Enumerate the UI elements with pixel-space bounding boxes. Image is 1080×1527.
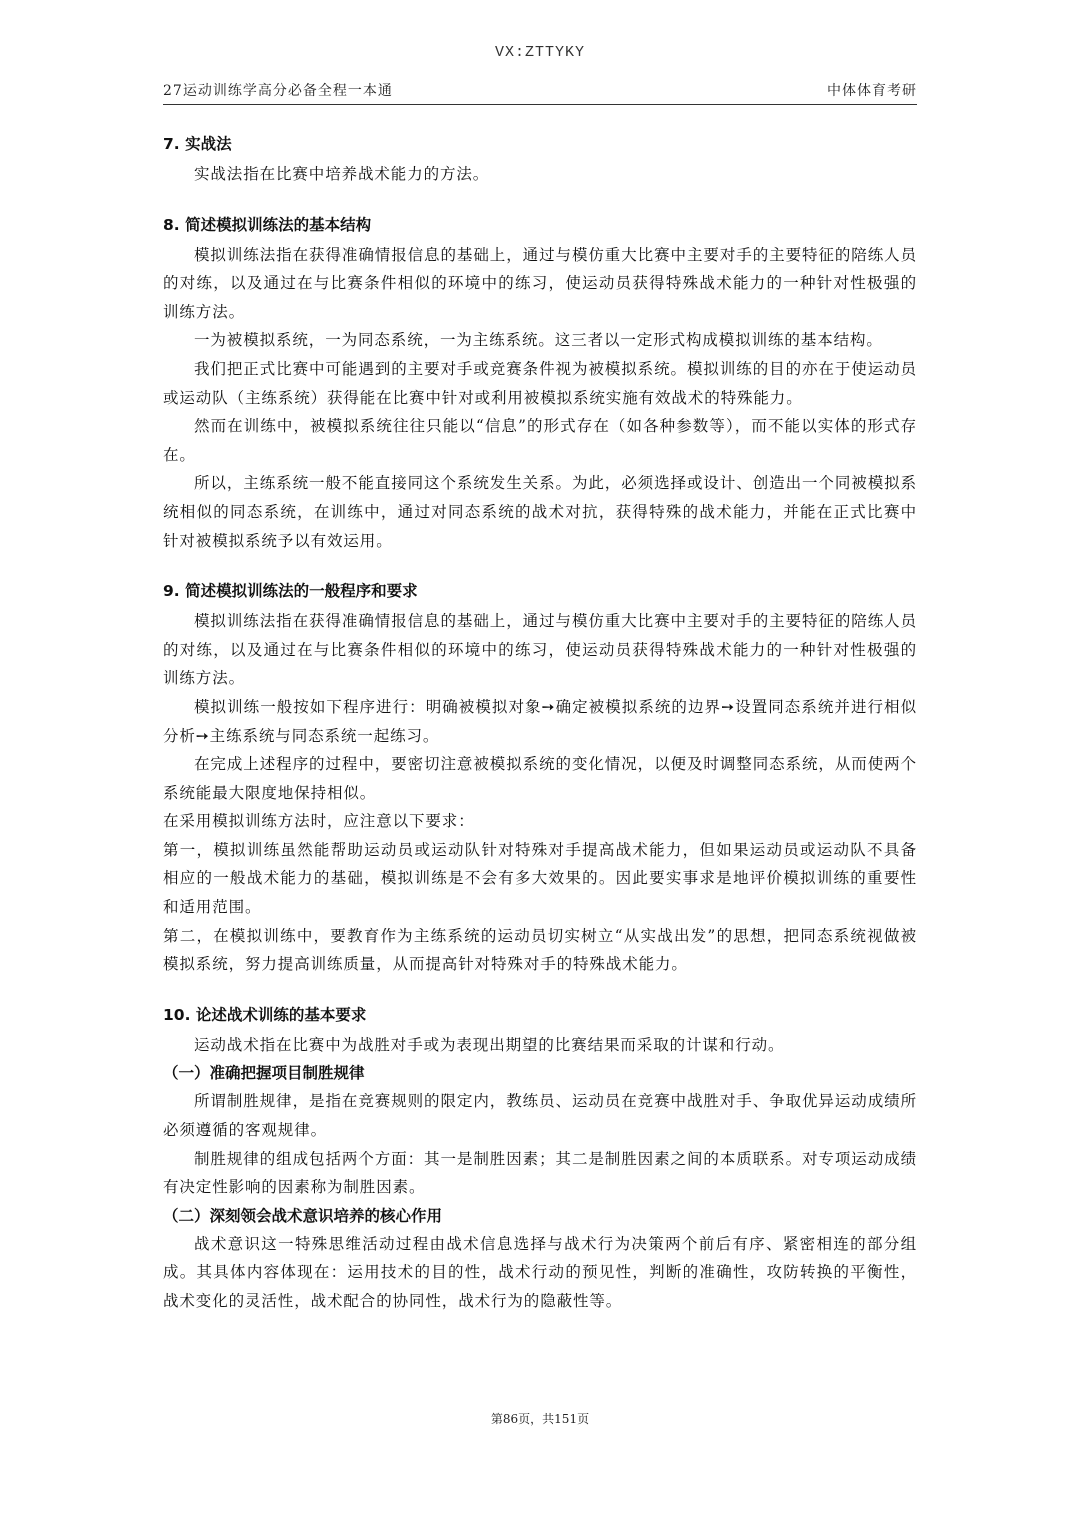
page-number: 第86页，共151页 [490, 1412, 590, 1426]
paragraph: 制胜规律的组成包括两个方面：其一是制胜因素；其二是制胜因素之间的本质联系。对专项运动成绩有决定性影响的因素称为制胜因素。 [163, 1149, 917, 1197]
section-heading: 8. 简述模拟训练法的基本结构 [163, 215, 372, 234]
section-7 [163, 128, 917, 189]
section-heading: 10. 论述战术训练的基本要求 [163, 1005, 367, 1024]
section-heading: 7. 实战法 [163, 135, 232, 153]
paragraph: 我们把正式比赛中可能遇到的主要对手或竞赛条件视为被模拟系统。模拟训练的目的亦在于使运动员或运动队（主练系统）获得能在比赛中针对或利用被模拟系统实施有效战术的特殊能力。 [163, 359, 917, 407]
paragraph: 模拟训练法指在获得准确情报信息的基础上，通过与模仿重大比赛中主要对手的主要特征的陪练人员的对练，以及通过在与比赛条件相似的环境中的练习，使运动员获得特殊战术能力的一种针对性极强的训练方法。 [163, 245, 917, 321]
watermark: VX:ZTTYKY [494, 44, 585, 61]
section-10 [163, 999, 917, 1316]
paragraph: 所以，主练系统一般不能直接同这个系统发生关系。为此，必须选择或设计、创造出一个同被模拟系统相似的同态系统，在训练中，通过对同态系统的战术对抗，获得特殊的战术能力，并能在正式比赛中针对被模拟系统予以有效运用。 [163, 474, 917, 550]
page-content [163, 128, 917, 1316]
paragraph: 在完成上述程序的过程中，要密切注意被模拟系统的变化情况，以便及时调整同态系统，从而使两个系统能最大限度地保持相似。 [163, 755, 917, 802]
paragraph: 第二，在模拟训练中，要教育作为主练系统的运动员切实树立“从实战出发”的思想，把同态系统视做被模拟系统，努力提高训练质量，从而提高针对特殊对手的特殊战术能力。 [163, 926, 917, 974]
section-9 [163, 575, 917, 979]
paragraph: 一为被模拟系统，一为同态系统，一为主练系统。这三者以一定形式构成模拟训练的基本结构。 [194, 331, 883, 350]
paragraph: 所谓制胜规律，是指在竞赛规则的限定内，教练员、运动员在竞赛中战胜对手、争取优异运动成绩所必须遵循的客观规律。 [163, 1092, 917, 1140]
paragraph: 在采用模拟训练方法时，应注意以下要求： [163, 812, 475, 831]
section-8 [163, 209, 917, 556]
paragraph: 模拟训练一般按如下程序进行：明确被模拟对象➙确定被模拟系统的边界➙设置同态系统并进行相似分析➙主练系统与同态系统一起练习。 [163, 697, 917, 745]
paragraph: 然而在训练中，被模拟系统往往只能以“信息”的形式存在（如各种参数等），而不能以实体的形式存在。 [163, 417, 917, 464]
page-header [163, 80, 917, 105]
section-heading: 9. 简述模拟训练法的一般程序和要求 [163, 582, 418, 601]
paragraph: 实战法指在比赛中培养战术能力的方法。 [194, 165, 490, 183]
paragraph: 模拟训练法指在获得准确情报信息的基础上，通过与模仿重大比赛中主要对手的主要特征的陪练人员的对练，以及通过在与比赛条件相似的环境中的练习，使运动员获得特殊战术能力的一种针对性极强的训练方法。 [163, 612, 917, 688]
subsection-heading: （二）深刻领会战术意识培养的核心作用 [163, 1206, 443, 1225]
paragraph: 战术意识这一特殊思维活动过程由战术信息选择与战术行为决策两个前后有序、紧密相连的部分组成。其具体内容体现在：运用技术的目的性，战术行动的预见性，判断的准确性，攻防转换的平衡性，战术变化的灵活性，战术配合的协同性，战术行为的隐蔽性等。 [163, 1234, 917, 1310]
paragraph: 第一，模拟训练虽然能帮助运动员或运动队针对特殊对手提高战术能力，但如果运动员或运动队不具备相应的一般战术能力的基础，模拟训练是不会有多大效果的。因此要实事求是地评价模拟训练的重要性和适用范围。 [163, 840, 917, 917]
subsection-heading: （一）准确把握项目制胜规律 [163, 1064, 365, 1083]
header-publisher: 中体体育考研 [827, 83, 917, 99]
header-book-title: 27运动训练学高分必备全程一本通 [163, 83, 393, 99]
paragraph: 运动战术指在比赛中为战胜对手或为表现出期望的比赛结果而采取的计谋和行动。 [194, 1035, 785, 1054]
